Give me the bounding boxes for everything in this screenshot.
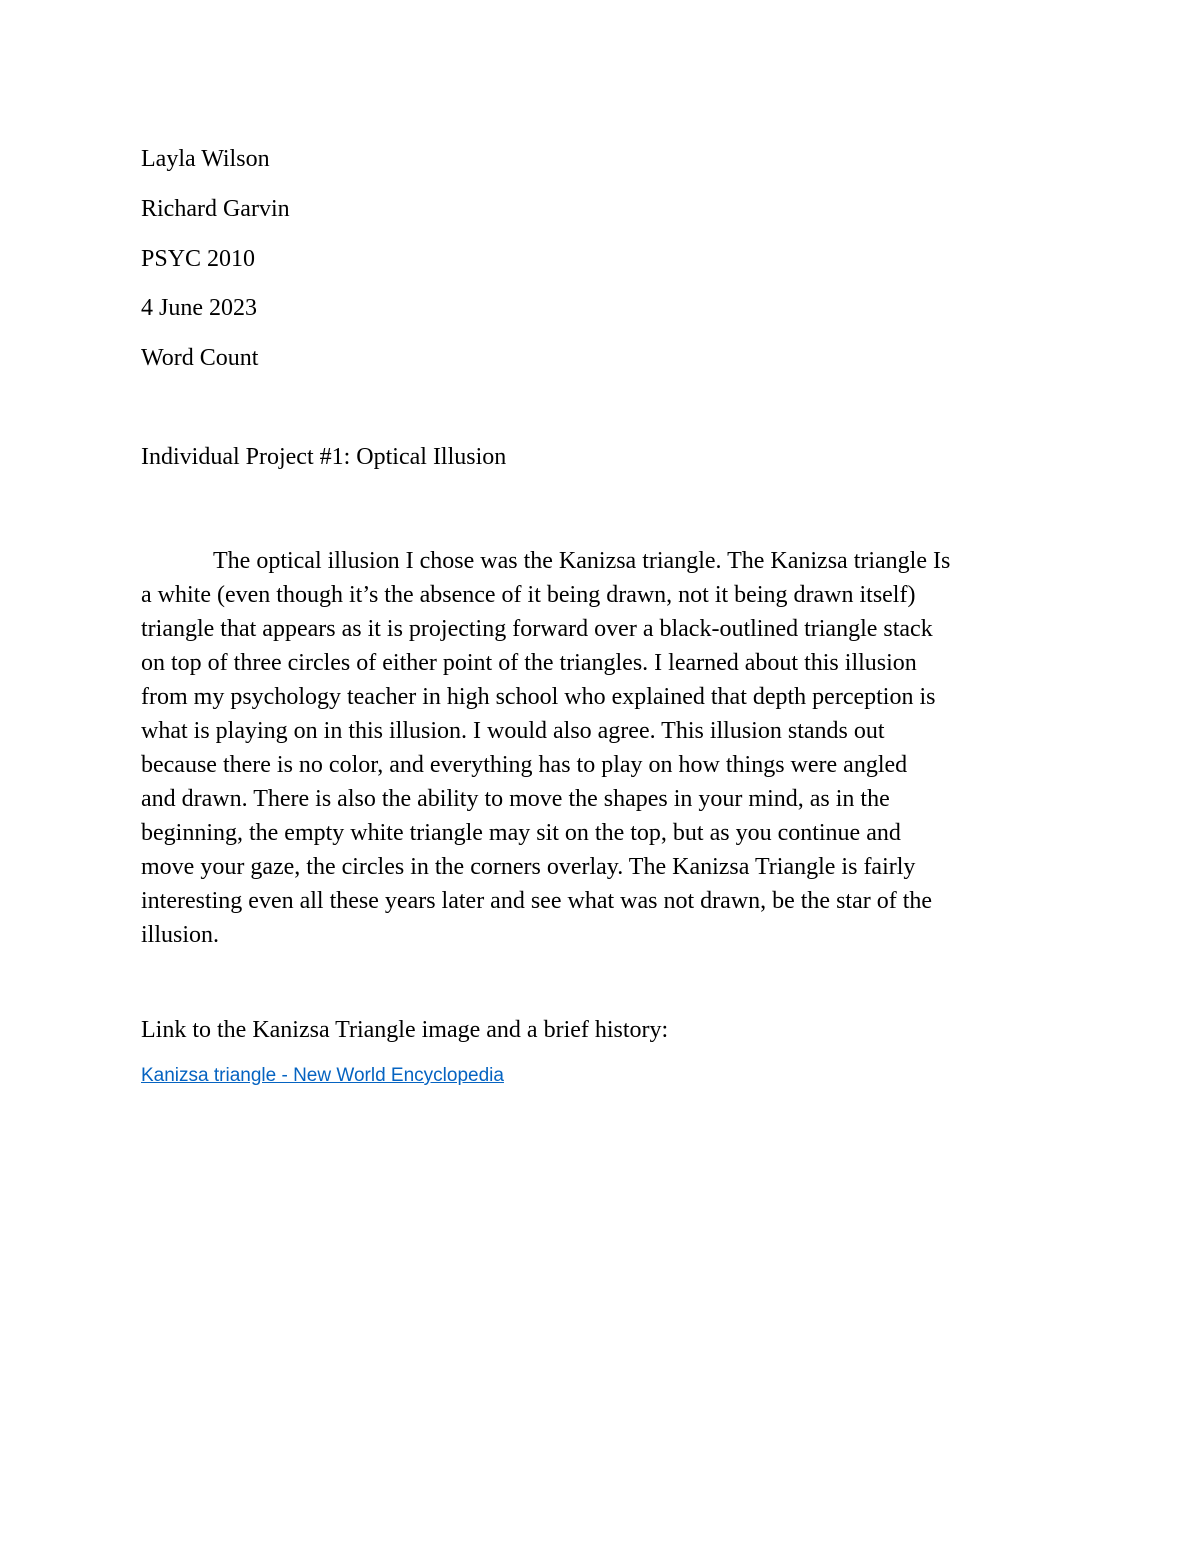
date: 4 June 2023 xyxy=(141,295,257,321)
encyclopedia-link[interactable]: Kanizsa triangle - New World Encyclopedia xyxy=(141,1065,504,1086)
link-section-label: Link to the Kanizsa Triangle image and a brief history: xyxy=(141,1017,669,1043)
instructor-name: Richard Garvin xyxy=(141,196,290,222)
essay-body xyxy=(141,544,1061,952)
essay-title: Individual Project #1: Optical Illusion xyxy=(141,444,507,470)
word-count-label: Word Count xyxy=(141,345,259,371)
course-code: PSYC 2010 xyxy=(141,246,256,272)
essay-line: illusion. xyxy=(141,922,220,948)
essay-line: and drawn. There is also the ability to move the shapes in your mind, as in the xyxy=(141,786,890,812)
essay-line-text: The optical illusion I chose was the Kanizsa triangle. The Kanizsa triangle Is xyxy=(213,548,951,574)
essay-line: triangle that appears as it is projecting forward over a black-outlined triangle stack xyxy=(141,616,933,642)
essay-line: because there is no color, and everything has to play on how things were angled xyxy=(141,752,908,778)
essay-line: a white (even though it’s the absence of it being drawn, not it being drawn itself) xyxy=(141,582,916,608)
essay-line: interesting even all these years later and see what was not drawn, be the star of the xyxy=(141,888,933,914)
essay-line: on top of three circles of either point of the triangles. I learned about this illusion xyxy=(141,650,917,676)
essay-line: what is playing on in this illusion. I would also agree. This illusion stands out xyxy=(141,718,885,744)
essay-line xyxy=(141,544,1061,578)
essay-line: from my psychology teacher in high school who explained that depth perception is xyxy=(141,684,936,710)
essay-line: move your gaze, the circles in the corners overlay. The Kanizsa Triangle is fairly xyxy=(141,854,916,880)
essay-line: beginning, the empty white triangle may sit on the top, but as you continue and xyxy=(141,820,901,846)
student-name: Layla Wilson xyxy=(141,146,270,172)
